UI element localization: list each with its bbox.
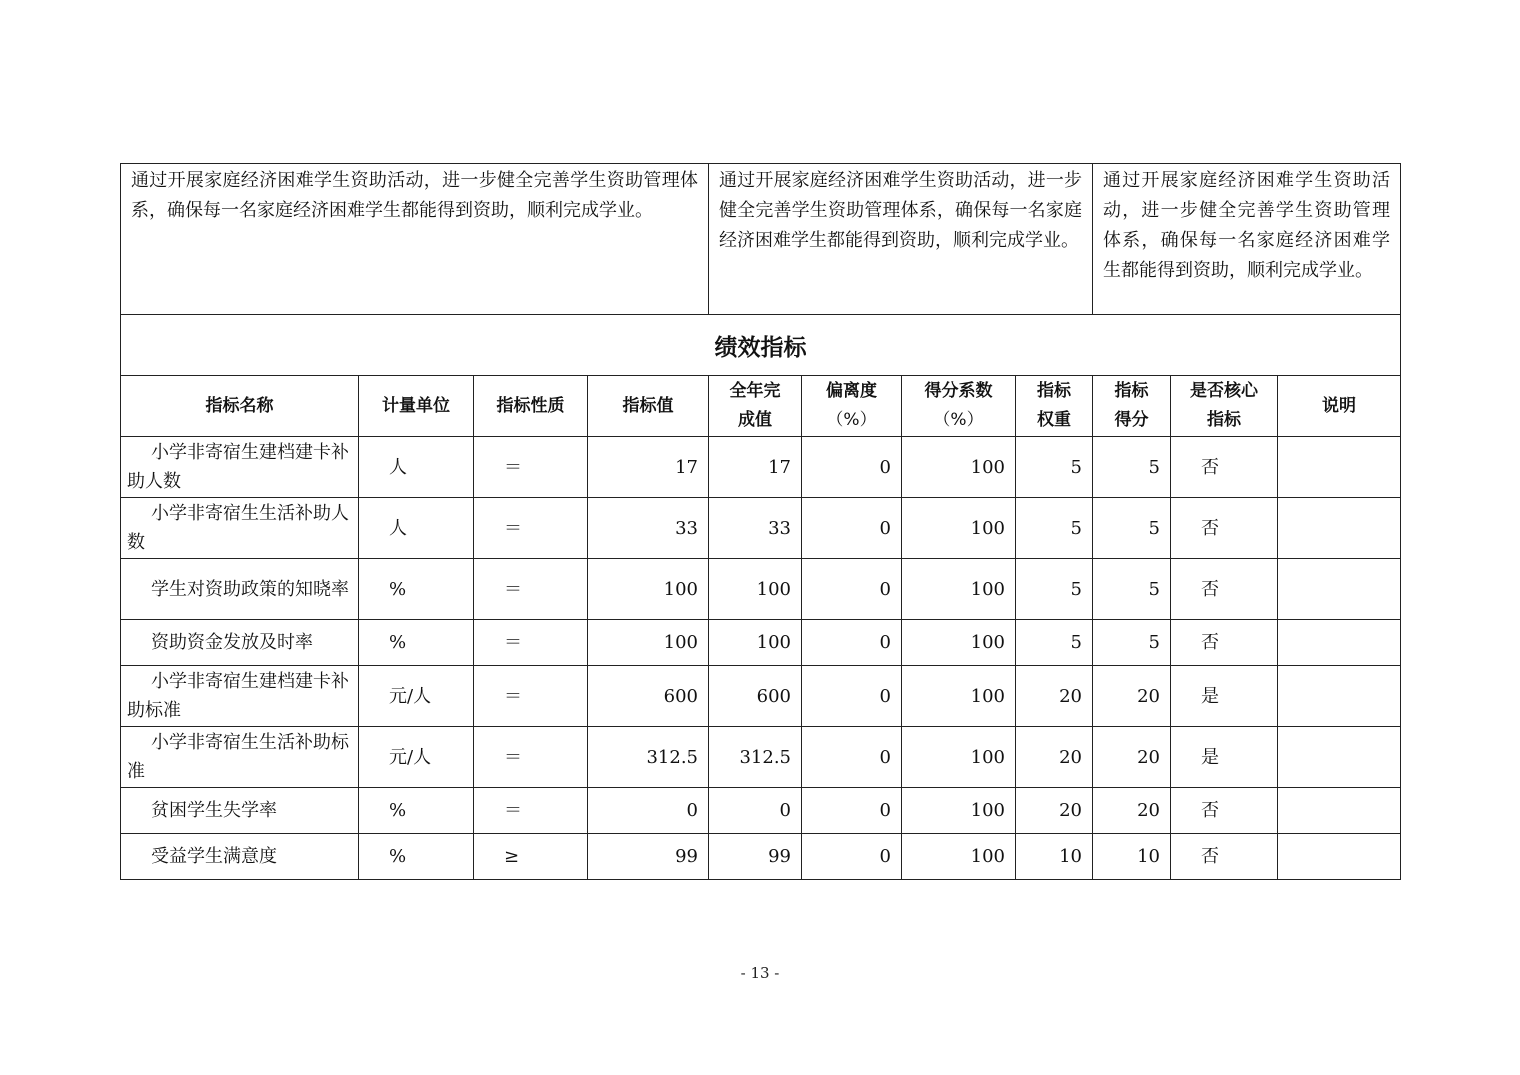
indicator-score: 20 xyxy=(1093,727,1171,788)
table-row xyxy=(121,727,1401,788)
header-score-line2: 得分 xyxy=(1114,410,1149,430)
indicator-value: 0 xyxy=(588,788,709,834)
indicator-name: 资助资金发放及时率 xyxy=(121,620,359,666)
goal-row xyxy=(121,164,1401,315)
indicator-unit: 元/人 xyxy=(359,727,474,788)
indicator-score-coef: 100 xyxy=(902,498,1016,559)
indicator-nature: ≥ xyxy=(474,834,588,880)
indicator-deviation: 0 xyxy=(802,666,902,727)
indicator-nature: ＝ xyxy=(474,788,588,834)
section-title-row xyxy=(121,315,1401,376)
header-core-line2: 指标 xyxy=(1207,410,1241,430)
indicator-weight: 5 xyxy=(1016,437,1093,498)
indicator-score: 5 xyxy=(1093,620,1171,666)
header-deviation-line2: （%） xyxy=(826,410,877,430)
indicator-nature: ＝ xyxy=(474,727,588,788)
header-core-line1: 是否核心 xyxy=(1190,381,1258,401)
table-row xyxy=(121,620,1401,666)
header-nature-label: 指标性质 xyxy=(496,395,565,416)
indicator-name: 小学非寄宿生生活补助人数 xyxy=(121,498,359,559)
header-unit xyxy=(359,376,474,437)
header-deviation-line1: 偏离度 xyxy=(826,381,877,401)
header-unit-label: 计量单位 xyxy=(382,395,450,416)
indicator-actual: 100 xyxy=(709,559,802,620)
indicator-unit: 人 xyxy=(359,437,474,498)
indicator-actual: 17 xyxy=(709,437,802,498)
goal-text-2: 通过开展家庭经济困难学生资助活动，进一步健全完善学生资助管理体系，确保每一名家庭经济困难学生都能得到资助，顺利完成学业。 xyxy=(709,164,1093,315)
indicator-actual: 312.5 xyxy=(709,727,802,788)
header-score-coef-line2: （%） xyxy=(933,410,984,430)
indicator-score: 20 xyxy=(1093,788,1171,834)
indicator-note xyxy=(1278,620,1401,666)
table-row xyxy=(121,788,1401,834)
indicator-name: 学生对资助政策的知晓率 xyxy=(121,559,359,620)
indicator-deviation: 0 xyxy=(802,498,902,559)
indicator-value: 100 xyxy=(588,559,709,620)
header-note-label: 说明 xyxy=(1322,395,1356,416)
indicator-core: 否 xyxy=(1171,788,1278,834)
indicator-note xyxy=(1278,559,1401,620)
header-score xyxy=(1093,376,1171,437)
header-core xyxy=(1171,376,1278,437)
table-row xyxy=(121,834,1401,880)
indicator-unit: % xyxy=(359,559,474,620)
header-row xyxy=(121,376,1401,437)
header-deviation xyxy=(802,376,902,437)
table-row xyxy=(121,437,1401,498)
indicator-core: 否 xyxy=(1171,437,1278,498)
indicator-value: 100 xyxy=(588,620,709,666)
indicator-core: 否 xyxy=(1171,559,1278,620)
header-note xyxy=(1278,376,1401,437)
header-score-line1: 指标 xyxy=(1114,381,1149,401)
indicator-score-coef: 100 xyxy=(902,834,1016,880)
header-weight-line1: 指标 xyxy=(1037,381,1071,401)
indicator-note xyxy=(1278,666,1401,727)
indicator-weight: 20 xyxy=(1016,666,1093,727)
header-weight xyxy=(1016,376,1093,437)
indicator-core: 否 xyxy=(1171,498,1278,559)
indicator-unit: % xyxy=(359,620,474,666)
header-value xyxy=(588,376,709,437)
indicator-deviation: 0 xyxy=(802,834,902,880)
indicator-nature: ＝ xyxy=(474,666,588,727)
indicator-value: 99 xyxy=(588,834,709,880)
header-actual-line1: 全年完 xyxy=(729,381,781,401)
indicator-name: 小学非寄宿生建档建卡补助人数 xyxy=(121,437,359,498)
indicator-note xyxy=(1278,437,1401,498)
goal-text-3: 通过开展家庭经济困难学生资助活动，进一步健全完善学生资助管理体系，确保每一名家庭经济困难学生都能得到资助，顺利完成学业。 xyxy=(1093,164,1401,315)
indicator-nature: ＝ xyxy=(474,620,588,666)
indicator-name: 受益学生满意度 xyxy=(121,834,359,880)
indicator-core: 是 xyxy=(1171,727,1278,788)
header-name-label: 指标名称 xyxy=(205,395,274,416)
indicator-actual: 33 xyxy=(709,498,802,559)
indicator-weight: 5 xyxy=(1016,498,1093,559)
header-name xyxy=(121,376,359,437)
indicator-weight: 10 xyxy=(1016,834,1093,880)
header-weight-line2: 权重 xyxy=(1037,410,1071,430)
indicator-note xyxy=(1278,498,1401,559)
indicator-weight: 20 xyxy=(1016,727,1093,788)
indicator-deviation: 0 xyxy=(802,788,902,834)
header-value-label: 指标值 xyxy=(622,395,674,416)
indicator-deviation: 0 xyxy=(802,620,902,666)
indicator-core: 是 xyxy=(1171,666,1278,727)
indicator-score: 5 xyxy=(1093,498,1171,559)
indicator-score-coef: 100 xyxy=(902,666,1016,727)
indicator-core: 否 xyxy=(1171,620,1278,666)
header-actual-line2: 成值 xyxy=(738,410,772,430)
goal-text-1: 通过开展家庭经济困难学生资助活动，进一步健全完善学生资助管理体系，确保每一名家庭经济困难学生都能得到资助，顺利完成学业。 xyxy=(121,164,709,315)
indicator-unit: % xyxy=(359,834,474,880)
indicator-actual: 99 xyxy=(709,834,802,880)
indicator-unit: 元/人 xyxy=(359,666,474,727)
header-actual xyxy=(709,376,802,437)
indicator-score-coef: 100 xyxy=(902,437,1016,498)
header-nature xyxy=(474,376,588,437)
indicator-weight: 5 xyxy=(1016,559,1093,620)
indicator-score: 20 xyxy=(1093,666,1171,727)
indicator-score-coef: 100 xyxy=(902,559,1016,620)
indicator-value: 33 xyxy=(588,498,709,559)
indicator-value: 600 xyxy=(588,666,709,727)
indicator-unit: % xyxy=(359,788,474,834)
indicator-value: 312.5 xyxy=(588,727,709,788)
indicator-unit: 人 xyxy=(359,498,474,559)
indicator-score: 10 xyxy=(1093,834,1171,880)
indicator-name: 小学非寄宿生建档建卡补助标准 xyxy=(121,666,359,727)
indicator-name: 贫困学生失学率 xyxy=(121,788,359,834)
indicator-score-coef: 100 xyxy=(902,788,1016,834)
table-row xyxy=(121,498,1401,559)
indicator-deviation: 0 xyxy=(802,559,902,620)
header-score-coef xyxy=(902,376,1016,437)
indicator-score-coef: 100 xyxy=(902,620,1016,666)
indicator-actual: 600 xyxy=(709,666,802,727)
indicator-actual: 0 xyxy=(709,788,802,834)
indicator-score-coef: 100 xyxy=(902,727,1016,788)
indicator-note xyxy=(1278,834,1401,880)
indicator-deviation: 0 xyxy=(802,727,902,788)
indicator-name: 小学非寄宿生生活补助标准 xyxy=(121,727,359,788)
performance-table xyxy=(120,163,1401,880)
table-row xyxy=(121,666,1401,727)
indicator-weight: 20 xyxy=(1016,788,1093,834)
indicator-nature: ＝ xyxy=(474,437,588,498)
indicator-actual: 100 xyxy=(709,620,802,666)
indicator-weight: 5 xyxy=(1016,620,1093,666)
indicator-note xyxy=(1278,788,1401,834)
indicator-deviation: 0 xyxy=(802,437,902,498)
table-row xyxy=(121,559,1401,620)
indicator-nature: ＝ xyxy=(474,498,588,559)
indicator-core: 否 xyxy=(1171,834,1278,880)
indicator-note xyxy=(1278,727,1401,788)
indicator-score: 5 xyxy=(1093,437,1171,498)
indicator-nature: ＝ xyxy=(474,559,588,620)
indicator-value: 17 xyxy=(588,437,709,498)
page-number: - 13 - xyxy=(740,964,780,982)
section-title: 绩效指标 xyxy=(121,315,1401,376)
header-score-coef-line1: 得分系数 xyxy=(924,381,993,401)
indicator-score: 5 xyxy=(1093,559,1171,620)
